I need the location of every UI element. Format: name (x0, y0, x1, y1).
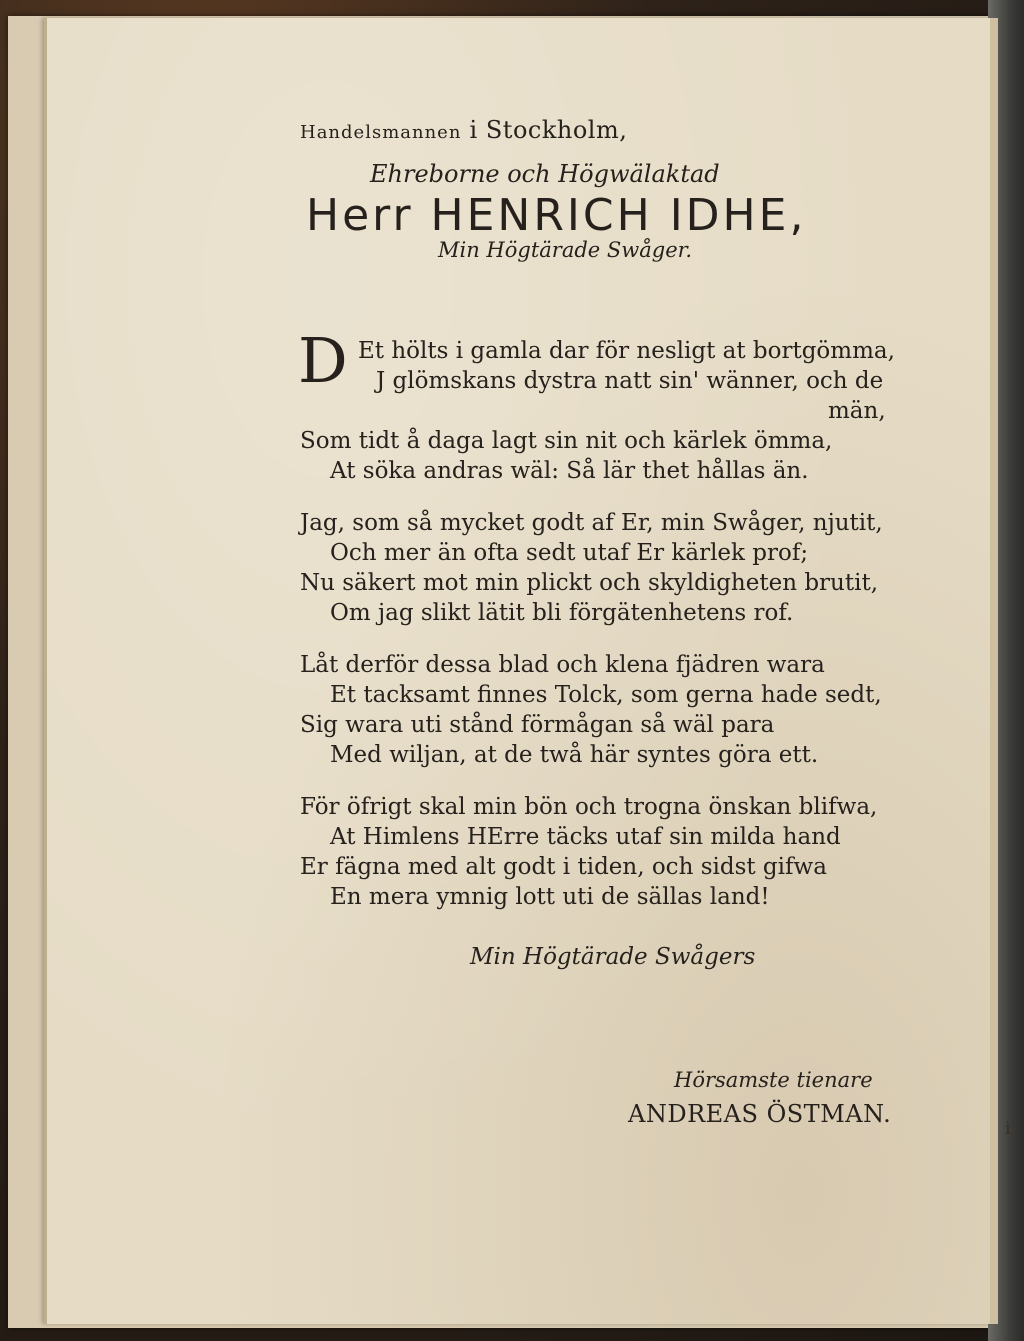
poem-line: Sig wara uti stånd förmågan så wäl para (300, 712, 775, 738)
closing-salutation: Min Högtärade Swågers (470, 944, 756, 970)
drop-cap: D (298, 324, 348, 397)
merchant-caps: Handelsmannen (300, 122, 462, 143)
poem-line: At Himlens HErre täcks utaf sin milda hand (330, 824, 841, 850)
poem-line: Och mer än ofta sedt utaf Er kärlek prof; (330, 540, 809, 566)
addressee-name: Herr HENRICH IDHE, (306, 190, 807, 241)
poem-line: Er fägna med alt godt i tiden, och sidst gifwa (300, 854, 827, 880)
poem-line: Låt derför dessa blad och klena fjädren wara (300, 652, 825, 678)
stanza-1 (300, 336, 960, 486)
poem-body (300, 336, 960, 912)
poem-line: Nu säkert mot min plickt och skyldigheten brutit, (300, 570, 878, 596)
address-line: Min Högtärade Swåger. (438, 238, 693, 262)
stanza-2 (300, 508, 960, 628)
poem-line: At söka andras wäl: Så lär thet hållas än. (330, 458, 809, 484)
poem-line: För öfrigt skal min bön och trogna önskan blifwa, (300, 794, 878, 820)
adjacent-page-strip (990, 18, 998, 1324)
stanza-3 (300, 650, 960, 770)
stanza-4 (300, 792, 960, 912)
signature-name: ANDREAS ÖSTMAN. (628, 1100, 892, 1128)
poem-line: Et hölts i gamla dar för nesligt at bortgömma, (358, 338, 895, 364)
poem-line: En mera ymnig lott uti de sällas land! (330, 884, 770, 910)
poem-line: Et tacksamt finnes Tolck, som gerna hade sedt, (330, 682, 882, 708)
poem-line: J glömskans dystra natt sin' wänner, och de (376, 368, 884, 394)
poem-line: Om jag slikt lätit bli förgätenhetens rof. (330, 600, 794, 626)
merchant-rest: i Stockholm, (461, 116, 628, 144)
servant-title: Hörsamste tienare (674, 1068, 873, 1092)
poem-line: män, (828, 398, 886, 424)
poem-line: Med wiljan, at de twå här syntes göra ett. (330, 742, 819, 768)
merchant-line (300, 116, 627, 144)
honorific-line: Ehreborne och Högwälaktad (370, 160, 720, 188)
page-gutter-edge (44, 18, 47, 1324)
poem-line: Som tidt å daga lagt sin nit och kärlek ömma, (300, 428, 833, 454)
margin-mark: i (1005, 1118, 1011, 1139)
poem-line: Jag, som så mycket godt af Er, min Swåger, njutit, (300, 510, 883, 536)
